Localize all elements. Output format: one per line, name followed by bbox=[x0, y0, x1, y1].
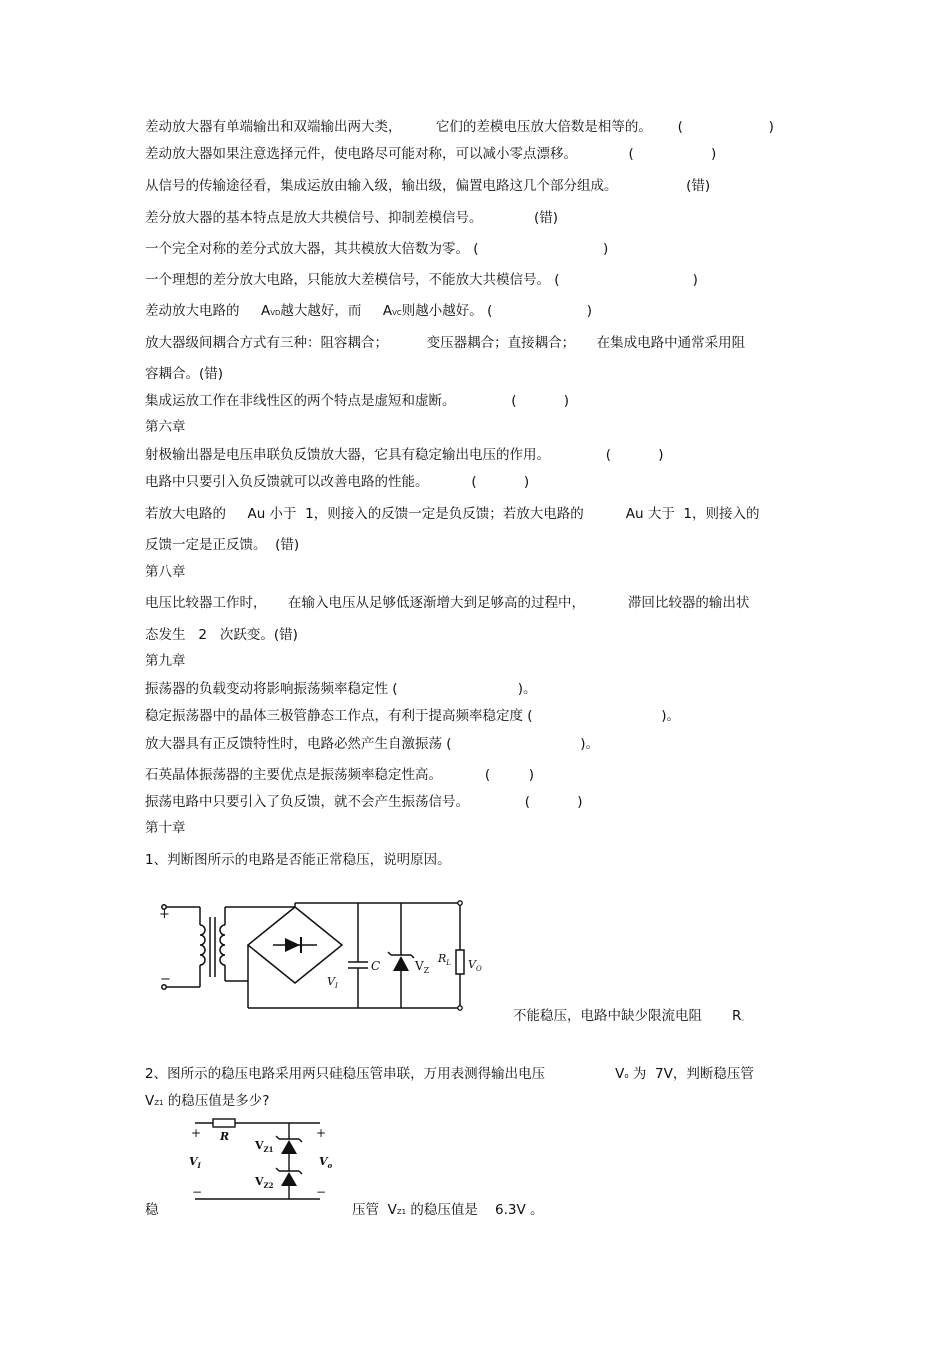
plus-label: + bbox=[316, 1126, 327, 1140]
zener-1-label: $V_{Z1}$ bbox=[255, 1139, 274, 1154]
text: R bbox=[732, 1008, 742, 1024]
text-line: 电压比较器工作时， 在输入电压从足够低逐渐增大到足够高的过程中， 滞回比较器的输出状 bbox=[145, 595, 750, 611]
text-line: 稳定振荡器中的晶体三极管静态工作点，有利于提高频率稳定度 ( )。 bbox=[145, 708, 681, 724]
chapter-heading: 第十章 bbox=[145, 820, 186, 836]
text-line: 振荡电路中只要引入了负反馈，就不会产生振荡信号。 ( ) bbox=[145, 794, 583, 810]
text-line: 集成运放工作在非线性区的两个特点是虚短和虚断。 ( ) bbox=[145, 393, 570, 409]
text-line: 差动放大器如果注意选择元件，使电路尽可能对称，可以减小零点漂移。 ( ) bbox=[145, 146, 717, 162]
subscript: o bbox=[624, 1072, 629, 1080]
subscript: VC bbox=[392, 309, 402, 317]
text-line: 电路中只要引入负反馈就可以改善电路的性能。 ( ) bbox=[145, 474, 530, 490]
text: 大于 1，则接入的 bbox=[643, 506, 760, 522]
subscript: VD bbox=[270, 309, 281, 317]
subscript: 。 bbox=[741, 1014, 749, 1022]
answer-2 bbox=[352, 1201, 544, 1221]
load-resistor-label: $R_L$ bbox=[438, 952, 451, 967]
plus-label: + bbox=[191, 1126, 202, 1140]
output-voltage-label: $V_o$ bbox=[319, 1155, 333, 1170]
text-line: 放大器具有正反馈特性时，电路必然产生自激振荡 ( )。 bbox=[145, 736, 600, 752]
text: 则越小越好。 ( ) bbox=[401, 303, 593, 319]
text-line: 容耦合。(错) bbox=[145, 366, 224, 382]
chapter-heading: 第八章 bbox=[145, 564, 186, 580]
text: 小于 1，则接入的反馈一定是负反馈；若放大电路的 bbox=[265, 506, 584, 522]
zener-regulator-circuit-diagram bbox=[185, 1115, 335, 1205]
answer-2-first-char: 稳 bbox=[145, 1202, 159, 1218]
text-line: 一个完全对称的差分式放大器，其共模放大倍数为零。 ( ) bbox=[145, 241, 609, 257]
text: 若放大电路的 bbox=[145, 506, 248, 522]
zener-label: $V_Z$ bbox=[415, 959, 430, 975]
input-voltage-label: $V_I$ bbox=[327, 975, 338, 990]
minus-label: − bbox=[160, 972, 171, 987]
text: 不能稳压，电路中缺少限流电阻 bbox=[513, 1008, 702, 1024]
subscript: Z1 bbox=[396, 1208, 407, 1216]
text: Au bbox=[247, 506, 266, 522]
text: 2、图所示的稳压电路采用两只硅稳压管串联，万用表测得输出电压 bbox=[145, 1066, 546, 1082]
subscript: Z1 bbox=[154, 1099, 164, 1107]
text: 越大越好，而 A bbox=[280, 303, 393, 319]
text: 压管 V bbox=[352, 1202, 397, 1218]
text-line: 射极输出器是电压串联负反馈放大器，它具有稳定输出电压的作用。 ( ) bbox=[145, 447, 664, 463]
question-2 bbox=[145, 1065, 754, 1085]
question-1: 1、判断图所示的电路是否能正常稳压，说明原因。 bbox=[145, 852, 451, 868]
zener-2-label: $V_{Z2}$ bbox=[255, 1175, 274, 1190]
capacitor-label: C bbox=[371, 959, 381, 973]
answer-1 bbox=[513, 1007, 748, 1027]
minus-label: − bbox=[316, 1185, 327, 1199]
text: 的稳压值是多少? bbox=[163, 1093, 270, 1109]
minus-label: − bbox=[192, 1185, 203, 1199]
text-line: 一个理想的差分放大电路，只能放大差模信号，不能放大共模信号。 ( ) bbox=[145, 272, 698, 288]
text-line-au bbox=[145, 505, 760, 523]
text-line-avd bbox=[145, 302, 592, 322]
text-line: 差动放大器有单端输出和双端输出两大类， 它们的差模电压放大倍数是相等的。 ( ) bbox=[145, 119, 774, 135]
text-line: 从信号的传输途径看，集成运放由输入级，输出级，偏置电路这几个部分组成。 (错) bbox=[145, 178, 711, 194]
text-line: 石英晶体振荡器的主要优点是振荡频率稳定性高。 ( ) bbox=[145, 767, 535, 783]
text: 的稳压值是 6.3V 。 bbox=[406, 1202, 544, 1218]
text-line: 差分放大器的基本特点是放大共模信号、抑制差模信号。 (错) bbox=[145, 210, 559, 226]
plus-label: + bbox=[159, 907, 170, 922]
input-voltage-label: $V_I$ bbox=[189, 1155, 201, 1170]
text: Au bbox=[625, 506, 644, 522]
text-line: 反馈一定是正反馈。 (错) bbox=[145, 537, 300, 553]
question-2-cont bbox=[145, 1092, 269, 1112]
text: V bbox=[615, 1066, 625, 1082]
bridge-rectifier-circuit-diagram bbox=[150, 895, 500, 1020]
text-line: 态发生 2 次跃变。(错) bbox=[145, 627, 298, 643]
text: 差动放大电路的 A bbox=[145, 303, 271, 319]
text: 为 7V，判断稳压管 bbox=[628, 1066, 754, 1082]
output-voltage-label: $V_O$ bbox=[468, 958, 482, 973]
text: V bbox=[145, 1093, 155, 1109]
chapter-heading: 第六章 bbox=[145, 419, 186, 435]
text-line: 放大器级间耦合方式有三种：阻容耦合； 变压器耦合；直接耦合； 在集成电路中通常采用阻 bbox=[145, 335, 746, 351]
text-line: 振荡器的负载变动将影响振荡频率稳定性 ( )。 bbox=[145, 681, 537, 697]
chapter-heading: 第九章 bbox=[145, 653, 186, 669]
resistor-label: R bbox=[220, 1130, 230, 1143]
